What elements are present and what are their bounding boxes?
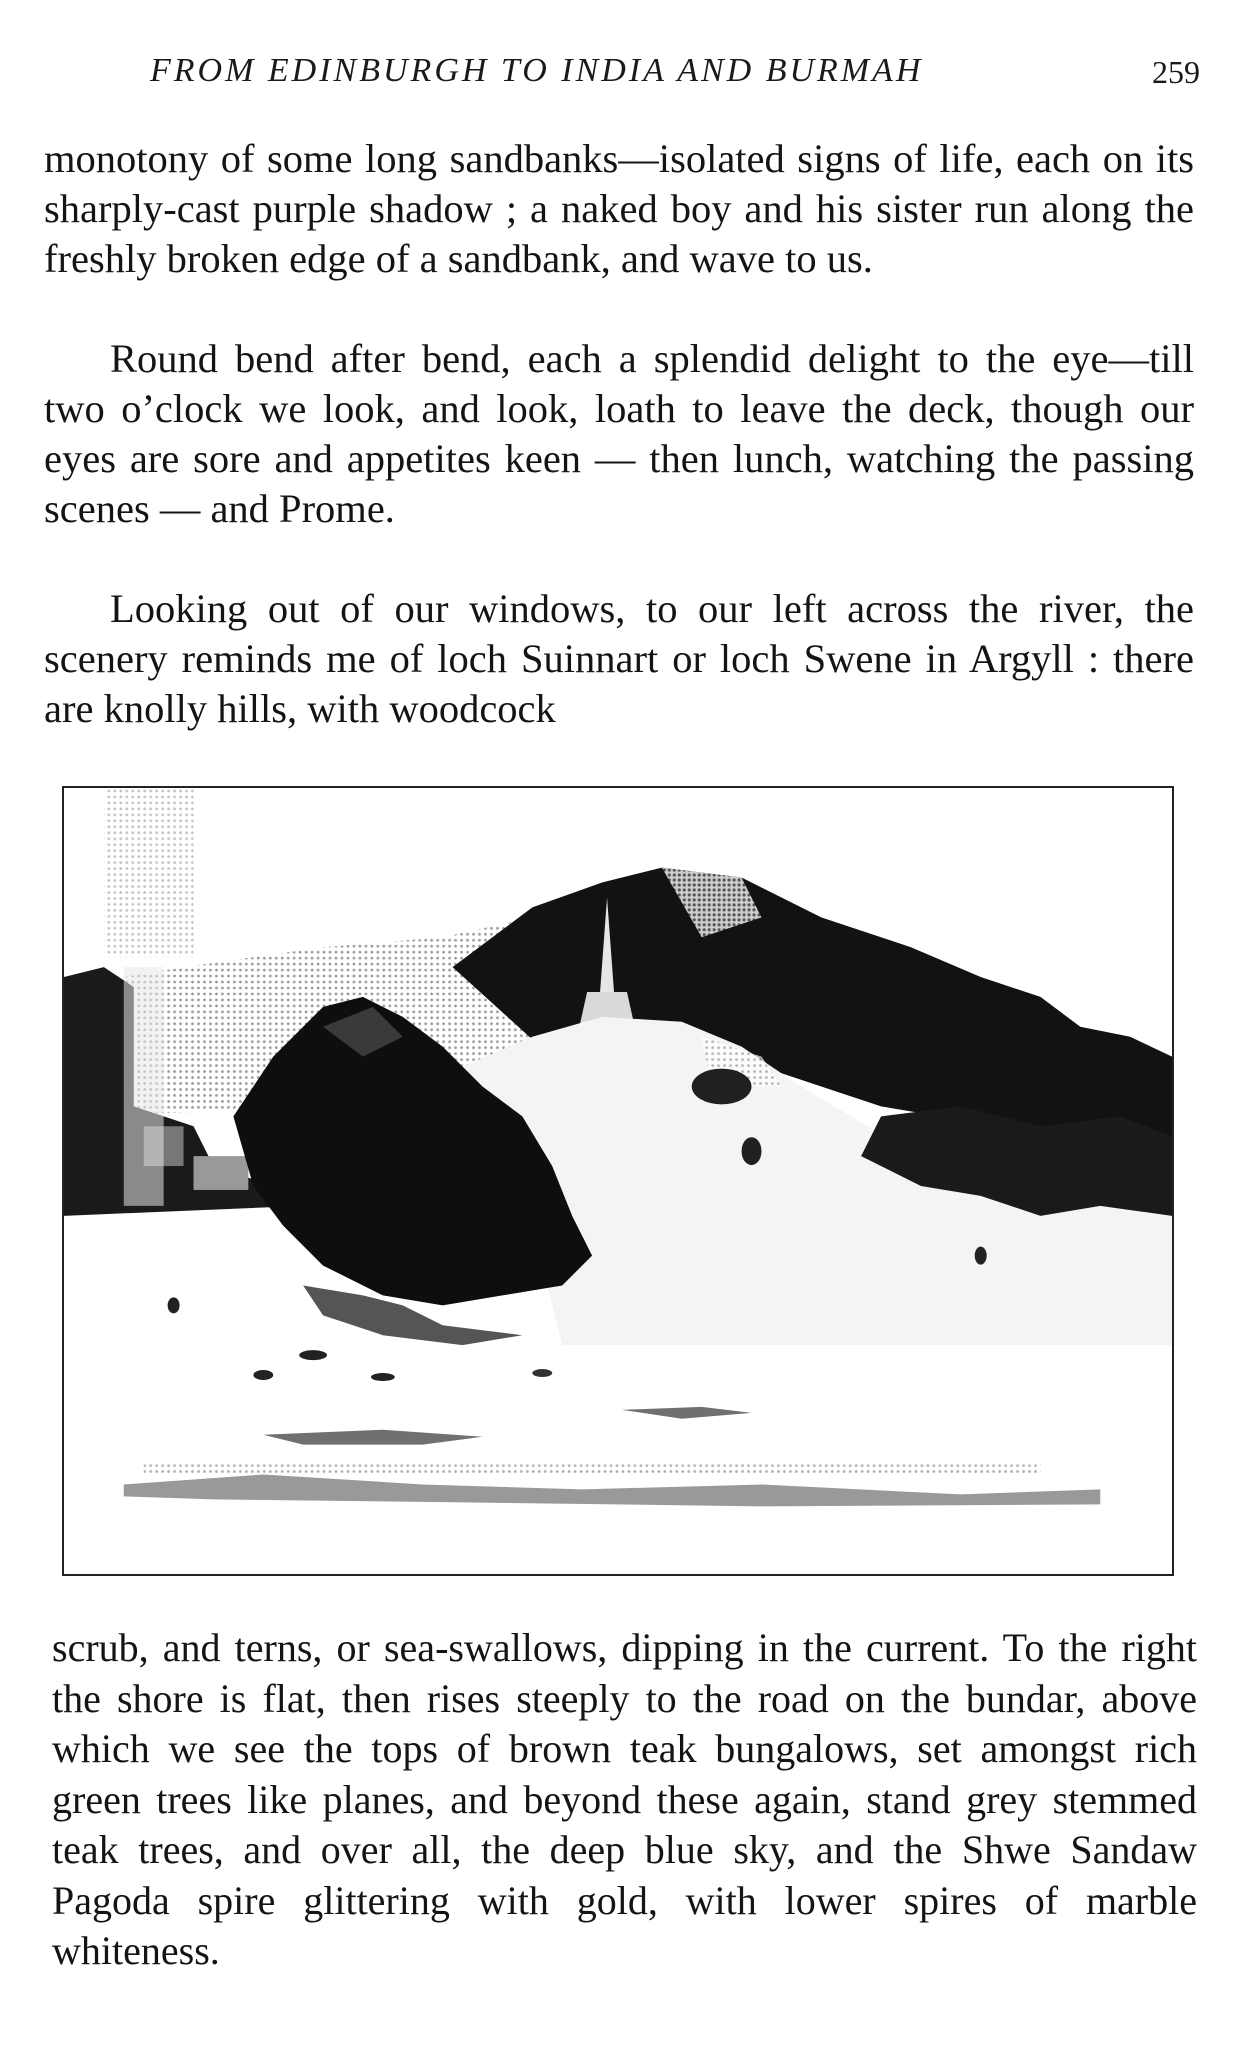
running-header (150, 52, 1200, 102)
boat-mark (975, 1247, 987, 1265)
white-tower (124, 967, 164, 1206)
boat-mark (168, 1297, 180, 1313)
right-bush-clump (742, 1137, 762, 1165)
paragraph-round-bend: Round bend after bend, each a splendid delight to the eye—till two o’clock we look, and look, loath to leave the deck, though our eyes are sore and appetites keen — then lunch, watching the passing scenes — and Prome. (44, 336, 1194, 531)
photo-plate-pagoda-hill (62, 786, 1174, 1576)
page-number: 259 (1152, 54, 1200, 90)
boat-mark (532, 1369, 552, 1377)
left-building (194, 1156, 249, 1190)
water-streak (263, 1430, 482, 1445)
sky-haze (104, 788, 194, 957)
paragraph-scrub-terns: scrub, and terns, or sea-swallows, dipping in the current. To the right the shore is flat, then rises steeply to the road on the bundar, above which we see the tops of brown teak bungalows, set amongst rich green trees like planes, and beyond these again, stand grey stemmed teak trees, and over all, the deep blue sky, and the Shwe Sandaw Pagoda spire glittering with gold, with lower spires of marble whiteness. (52, 1625, 1197, 1973)
water-haze (144, 1465, 1041, 1475)
boat-mark (299, 1350, 327, 1360)
water-streak (124, 1475, 1100, 1507)
pagoda-hill-illustration (64, 788, 1172, 1574)
boat-mark (371, 1373, 395, 1381)
running-title: FROM EDINBURGH TO INDIA AND BURMAH (150, 52, 924, 89)
water-streak (622, 1407, 752, 1419)
boat-mark (253, 1370, 273, 1380)
paragraph-looking-out: Looking out of our windows, to our left across the river, the scenery reminds me of loch Suinnart or loch Swene in Argyll : there are knolly hills, with woodcock (44, 586, 1194, 731)
right-bush-clump (692, 1069, 752, 1105)
paragraph-monotony: monotony of some long sandbanks—isolated signs of life, each on its sharply-cast purple shadow ; a naked boy and his sister run along the freshly broken edge of a sandbank, and wave to us. (44, 136, 1194, 281)
